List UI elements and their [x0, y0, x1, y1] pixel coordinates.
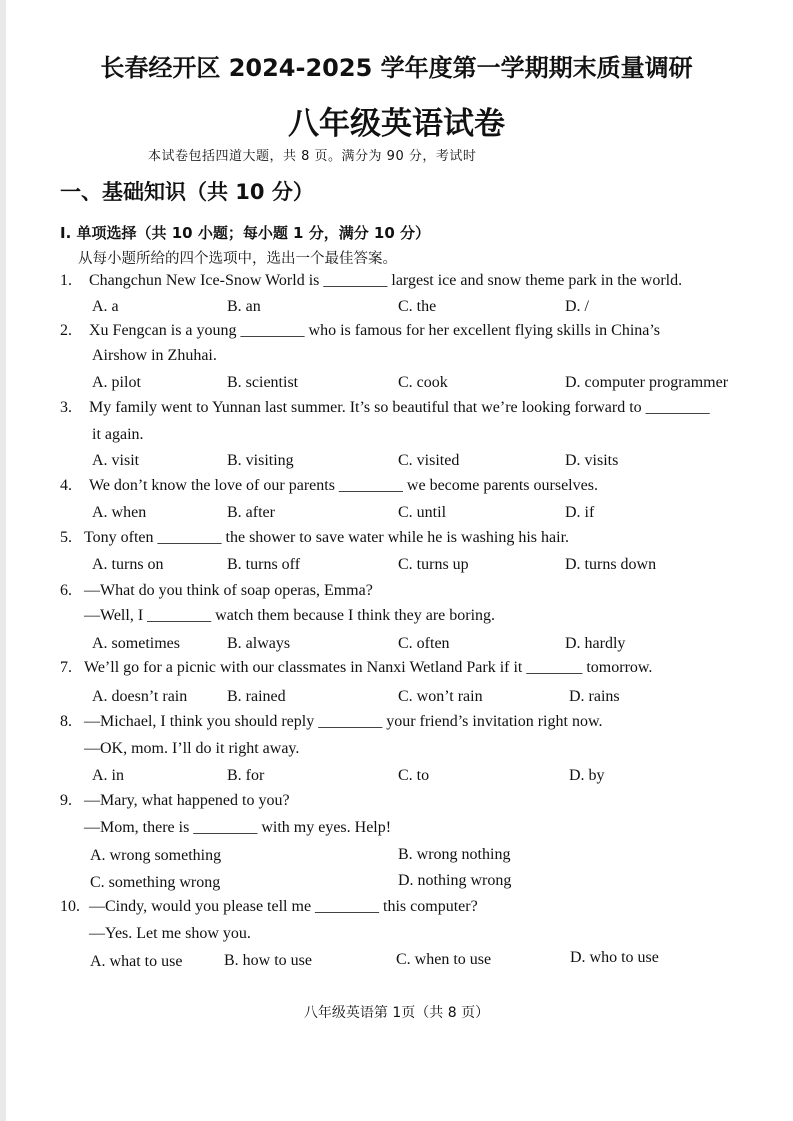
- question-number: 9.: [60, 792, 72, 809]
- scan-edge: [0, 0, 6, 1121]
- option-d: D. rains: [569, 688, 620, 705]
- option-d: D. nothing wrong: [398, 872, 512, 889]
- option-b: B. how to use: [224, 952, 312, 969]
- option-a: A. sometimes: [92, 635, 180, 652]
- option-c: C. the: [398, 298, 437, 315]
- exam-title: 长春经开区 2024-2025 学年度第一学期期末质量调研: [100, 54, 693, 82]
- exam-subtitle: 八年级英语试卷: [288, 106, 505, 142]
- section-heading: 一、基础知识（共 10 分）: [60, 180, 314, 204]
- question-stem-line2: —Mom, there is ________ with my eyes. Help!: [84, 819, 392, 836]
- option-a: A. a: [92, 298, 119, 315]
- option-a: A. in: [92, 767, 124, 784]
- question-stem-line2: —Yes. Let me show you.: [89, 925, 251, 942]
- option-b: B. scientist: [227, 374, 299, 391]
- question-stem: My family went to Yunnan last summer. It’s so beautiful that we’re looking forward to ________: [89, 399, 710, 416]
- question-stem: —Mary, what happened to you?: [84, 792, 290, 809]
- option-d: D. by: [569, 767, 605, 784]
- question-stem-line2: Airshow in Zhuhai.: [92, 347, 217, 364]
- option-d: D. /: [565, 298, 589, 315]
- option-a: A. turns on: [92, 556, 164, 573]
- option-d: D. if: [565, 504, 595, 521]
- option-c: C. cook: [398, 374, 448, 391]
- option-b: B. visiting: [227, 452, 294, 469]
- question-stem: We don’t know the love of our parents ________ we become parents ourselves.: [89, 477, 598, 494]
- exam-intro: 本试卷包括四道大题，共 8 页。满分为 90 分，考试时: [148, 149, 477, 164]
- option-b: B. for: [227, 767, 265, 784]
- question-number: 10.: [60, 898, 80, 915]
- option-c: C. until: [398, 504, 447, 521]
- option-c: C. often: [398, 635, 450, 652]
- question-stem: We’ll go for a picnic with our classmates in Nanxi Wetland Park if it _______ tomorrow.: [84, 659, 653, 676]
- option-b: B. an: [227, 298, 261, 315]
- question-number: 8.: [60, 713, 72, 730]
- part-title: I. 单项选择（共 10 小题；每小题 1 分，满分 10 分）: [60, 224, 431, 242]
- option-c: C. something wrong: [90, 874, 221, 891]
- question-number: 6.: [60, 582, 72, 599]
- option-d: D. who to use: [570, 949, 659, 966]
- question-stem-line2: it again.: [92, 426, 144, 443]
- question-number: 3.: [60, 399, 72, 416]
- option-d: D. visits: [565, 452, 619, 469]
- option-a: A. pilot: [92, 374, 141, 391]
- option-a: A. doesn’t rain: [92, 688, 188, 705]
- option-a: A. when: [92, 504, 147, 521]
- question-number: 5.: [60, 529, 72, 546]
- question-number: 7.: [60, 659, 72, 676]
- question-stem: —Cindy, would you please tell me ________ this computer?: [89, 898, 478, 915]
- option-b: B. turns off: [227, 556, 301, 573]
- question-number: 4.: [60, 477, 72, 494]
- option-b: B. always: [227, 635, 291, 652]
- question-stem: Changchun New Ice-Snow World is ________ largest ice and snow theme park in the world.: [89, 272, 683, 289]
- option-c: C. turns up: [398, 556, 469, 573]
- question-number: 2.: [60, 322, 72, 339]
- question-stem: —What do you think of soap operas, Emma?: [84, 582, 373, 599]
- option-c: C. won’t rain: [398, 688, 483, 705]
- option-a: A. wrong something: [90, 847, 222, 864]
- question-number: 1.: [60, 272, 72, 289]
- option-d: D. computer programmer: [565, 374, 729, 391]
- question-stem-line2: —Well, I ________ watch them because I think they are boring.: [84, 607, 496, 624]
- option-b: B. after: [227, 504, 275, 521]
- option-d: D. hardly: [565, 635, 626, 652]
- question-stem: Xu Fengcan is a young ________ who is famous for her excellent flying skills in China’s: [89, 322, 661, 339]
- question-stem: Tony often ________ the shower to save water while he is washing his hair.: [84, 529, 570, 546]
- part-direction: 从每小题所给的四个选项中，选出一个最佳答案。: [78, 251, 397, 267]
- option-a: A. visit: [92, 452, 140, 469]
- page-footer: 八年级英语第 1页（共 8 页）: [303, 1005, 490, 1021]
- question-stem: —Michael, I think you should reply ________ your friend’s invitation right now.: [84, 713, 603, 730]
- question-stem-line2: —OK, mom. I’ll do it right away.: [84, 740, 300, 757]
- option-d: D. turns down: [565, 556, 657, 573]
- option-b: B. rained: [227, 688, 286, 705]
- option-a: A. what to use: [90, 953, 183, 970]
- option-c: C. when to use: [396, 951, 492, 968]
- option-c: C. visited: [398, 452, 460, 469]
- option-b: B. wrong nothing: [398, 846, 511, 863]
- option-c: C. to: [398, 767, 430, 784]
